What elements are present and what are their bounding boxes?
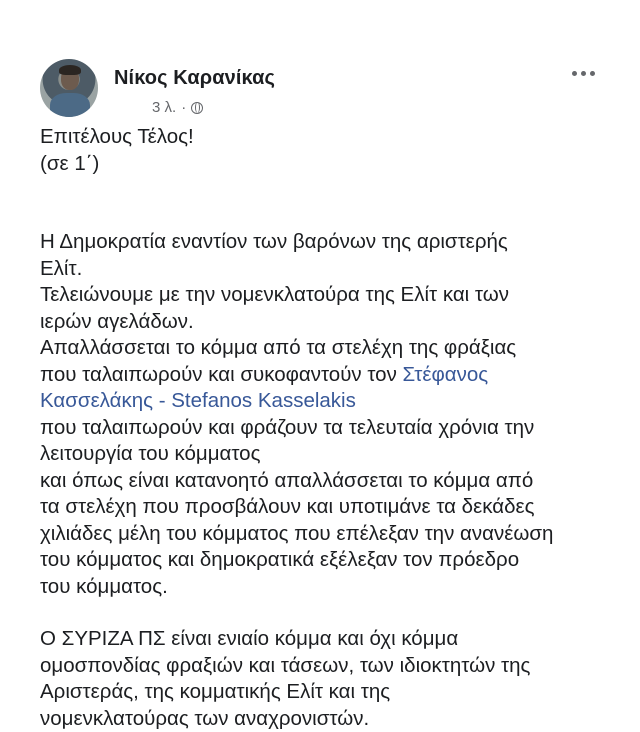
post-time[interactable]: 3 λ. xyxy=(152,99,176,116)
paragraph-gap xyxy=(40,203,610,229)
post-line-with-mention xyxy=(40,362,610,389)
paragraph-gap xyxy=(40,177,610,203)
more-dot xyxy=(572,71,577,76)
post-line: χιλιάδες μέλη του κόμματος που επέλεξαν την ανανέωση xyxy=(40,521,610,548)
avatar[interactable] xyxy=(40,59,98,117)
post-line: (σε 1΄) xyxy=(40,151,610,178)
post-line: και όπως είναι κατανοητό απαλλάσσεται το κόμμα από xyxy=(40,468,610,495)
globe-icon[interactable] xyxy=(191,102,203,114)
post-line: Αριστεράς, της κομματικής Ελίτ και της xyxy=(40,679,610,706)
post-line: λειτουργία του κόμματος xyxy=(40,441,610,468)
avatar-shirt xyxy=(50,93,90,117)
author-name[interactable]: Νίκος Καρανίκας xyxy=(114,67,275,90)
post-line: Ελίτ. xyxy=(40,256,610,283)
mention-link[interactable]: Κασσελάκης - Stefanos Kasselakis xyxy=(40,389,356,412)
post-body xyxy=(40,124,610,732)
post-line: Τελειώνουμε με την νομενκλατούρα της Ελίτ και των xyxy=(40,282,610,309)
avatar-hair xyxy=(59,65,81,75)
more-dot xyxy=(590,71,595,76)
post-line: Επιτέλους Τέλος! xyxy=(40,124,610,151)
post-line: τα στελέχη που προσβάλουν και υποτιμάνε τα δεκάδες xyxy=(40,494,610,521)
mention-link[interactable]: Στέφανος xyxy=(403,363,489,386)
post-meta xyxy=(152,99,203,116)
post-line-mention xyxy=(40,388,610,415)
post-line: του κόμματος και δημοκρατικά εξέλεξαν τον πρόεδρο xyxy=(40,547,610,574)
post-line: που ταλαιπωρούν και φράζουν τα τελευταία χρόνια την xyxy=(40,415,610,442)
post-line: ιερών αγελάδων. xyxy=(40,309,610,336)
more-dot xyxy=(581,71,586,76)
post-line: Ο ΣΥΡΙΖΑ ΠΣ είναι ενιαίο κόμμα και όχι κόμμα xyxy=(40,626,610,653)
more-options-icon[interactable] xyxy=(572,71,595,76)
paragraph-gap xyxy=(40,600,610,626)
post-line: ομοσπονδίας φραξιών και τάσεων, των ιδιοκτητών της xyxy=(40,653,610,680)
post-line: Η Δημοκρατία εναντίον των βαρόνων της αριστερής xyxy=(40,229,610,256)
post-header xyxy=(40,57,600,121)
meta-separator: · xyxy=(181,99,186,116)
post-line: του κόμματος. xyxy=(40,574,610,601)
post-line-text: που ταλαιπωρούν και συκοφαντούν τον xyxy=(40,363,403,386)
post-line: Απαλλάσσεται το κόμμα από τα στελέχη της φράξιας xyxy=(40,335,610,362)
post-line: νομενκλατούρας των αναχρονιστών. xyxy=(40,706,610,732)
